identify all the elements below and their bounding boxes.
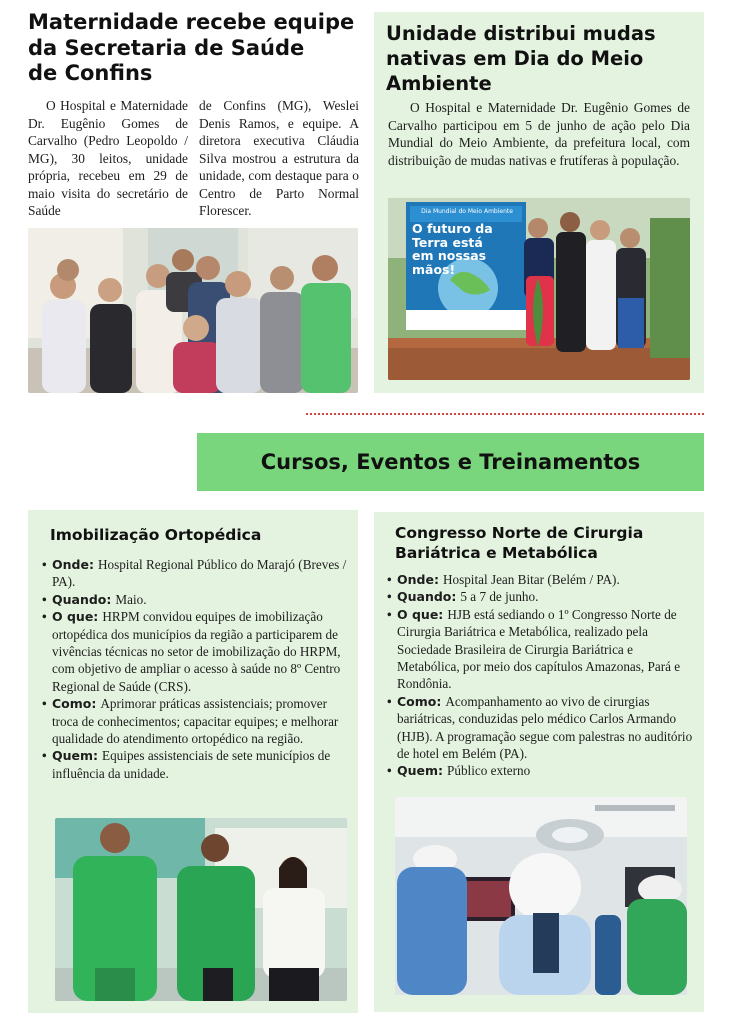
slogan-line: em nossas — [412, 248, 487, 263]
item-key: O que: — [52, 609, 99, 625]
group-photo-image — [28, 228, 358, 393]
section-divider — [306, 413, 704, 415]
list-item — [387, 762, 695, 779]
item-key: O que: — [397, 606, 444, 622]
list-item — [387, 606, 695, 693]
item-text: Acompanhamento ao vivo de cirurgias bariátricas, conduzidas pelo médico Carlos Armando (HJB). A programação segue com palestras no auditório de hotel em Belém (PA). — [397, 693, 693, 762]
list-item — [42, 591, 348, 608]
card-list — [42, 556, 348, 782]
orthopedic-team-image — [55, 818, 347, 1001]
banner-small-text: Dia Mundial do Meio Ambiente — [421, 208, 513, 215]
item-key: Onde: — [397, 572, 439, 587]
card-title: Imobilização Ortopédica — [50, 526, 262, 544]
banner-slogan — [412, 222, 522, 276]
list-item — [42, 695, 348, 747]
orthopedic-team-photo — [55, 818, 347, 1001]
section-banner — [197, 433, 704, 491]
section-title: Cursos, Eventos e Treinamentos — [260, 450, 641, 474]
slogan-line: mãos! — [412, 261, 456, 277]
item-text: Equipes assistenciais de sete municípios de influência da unidade. — [52, 748, 331, 781]
article-body-col2: de Confins (MG), Weslei Denis Ramos, e equipe. A diretora executiva Cláudia Silva mostrou a estrutura da unidade, com destaque para o Centro de Parto Normal Florescer. — [199, 98, 359, 218]
list-item — [42, 747, 348, 782]
item-text: Hospital Regional Público do Marajó (Breves / PA). — [52, 557, 347, 590]
item-key: Onde: — [52, 557, 94, 572]
item-key: Como: — [52, 696, 97, 712]
article-body-col1: O Hospital e Maternidade Dr. Eugênio Gomes de Carvalho (Pedro Leopoldo / MG), 30 leitos, unidade própria, recebeu em 29 de maio visita do secretário de Saúde — [28, 98, 188, 218]
list-item — [387, 571, 695, 588]
card-list — [387, 571, 695, 780]
surgery-image — [395, 797, 687, 995]
card-title — [395, 523, 695, 563]
item-key: Como: — [397, 693, 442, 709]
list-item — [387, 588, 695, 605]
article-body: O Hospital e Maternidade Dr. Eugênio Gomes de Carvalho participou em 5 de junho de ação pelo Dia Mundial do Meio Ambiente, da prefeitura local, com distribuição de mudas nativas e frutíferas à população. — [388, 100, 690, 168]
item-key: Quando: — [52, 591, 112, 607]
item-key: Quando: — [397, 589, 457, 605]
article-maternidade — [28, 10, 360, 87]
slogan-line: Terra está — [412, 234, 483, 250]
article-title — [386, 21, 698, 96]
title-line: de Confins — [28, 61, 153, 85]
item-text: HJB está sediando o 1º Congresso Norte de Cirurgia Bariátrica e Metabólica, realizado pela Sociedade Brasileira de Cirurgia Bariátrica e Metabólica, por meio dos capítulos Amazonas, Pará e Rondônia. — [397, 606, 681, 692]
item-text: Aprimorar práticas assistenciais; promover troca de conhecimentos; capacitar equipes; e melhorar qualidade do atendimento ortopédico na região. — [52, 696, 339, 747]
environment-day-photo — [388, 198, 690, 380]
title-line: Maternidade recebe equipe — [28, 10, 355, 34]
surgery-photo — [395, 797, 687, 995]
item-text: HRPM convidou equipes de imobilização ortopédica dos municípios da região a participarem de vivências técnicas no setor de imobilização do HRPM, com objetivo de ampliar o acesso à saúde no 8º Centro Regional de Saúde (CRS). — [52, 609, 341, 694]
group-photo — [28, 228, 358, 393]
item-text: Maio. — [115, 591, 147, 607]
slogan-line: O futuro da — [412, 221, 493, 236]
title-line: Ambiente — [386, 72, 492, 95]
list-item — [387, 693, 695, 763]
item-key: Quem: — [397, 763, 444, 779]
item-text: Público externo — [447, 763, 531, 779]
title-line: da Secretaria de Saúde — [28, 35, 305, 60]
item-text: Hospital Jean Bitar (Belém / PA). — [442, 572, 620, 587]
title-line: nativas em Dia do Meio — [386, 47, 644, 70]
title-line: Congresso Norte de Cirurgia — [395, 524, 644, 542]
list-item — [42, 556, 348, 591]
title-line: Unidade distribui mudas — [386, 22, 656, 45]
item-key: Quem: — [52, 748, 99, 764]
article-title — [28, 10, 360, 87]
list-item — [42, 608, 348, 695]
title-line: Bariátrica e Metabólica — [395, 544, 598, 562]
item-text: 5 a 7 de junho. — [460, 589, 539, 605]
